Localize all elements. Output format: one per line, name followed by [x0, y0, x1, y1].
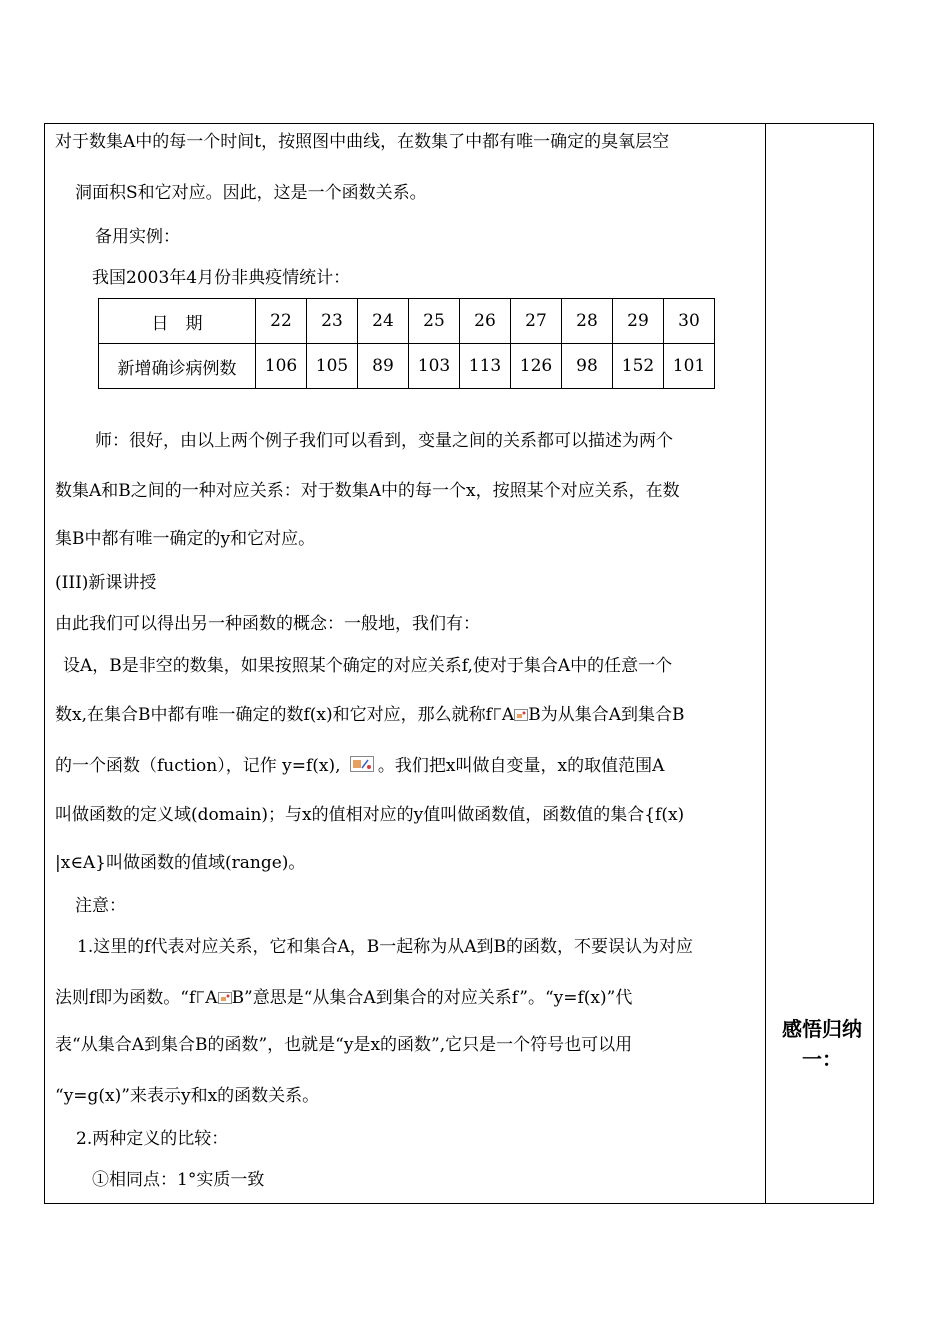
- text-line: 由此我们可以得出另一种函数的概念：一般地，我们有：: [55, 614, 480, 634]
- date-cell: 28: [562, 299, 613, 344]
- text-line: (III)新课讲授: [55, 573, 157, 593]
- text-line: 数集A和B之间的一种对应关系：对于数集A中的每一个x，按照某个对应关系，在数: [55, 481, 680, 501]
- date-cell: 29: [613, 299, 664, 344]
- cases-cell: 103: [409, 344, 460, 389]
- sars-stats-table: [98, 298, 715, 389]
- text-line: 设A，B是非空的数集，如果按照某个确定的对应关系f,使对于集合A中的任意一个: [63, 656, 673, 676]
- text-span: A: [205, 988, 218, 1008]
- column-divider: [765, 124, 766, 1203]
- cases-cell: 152: [613, 344, 664, 389]
- cases-cell: 126: [511, 344, 562, 389]
- text-span: A: [501, 705, 515, 725]
- arrow-image-icon: [492, 706, 502, 726]
- text-line: 备用实例：: [95, 227, 180, 247]
- cases-cell: 89: [358, 344, 409, 389]
- table-row: [99, 299, 715, 344]
- text-line: 师：很好，由以上两个例子我们可以看到，变量之间的关系都可以描述为两个: [95, 431, 673, 451]
- table-row: [99, 344, 715, 389]
- text-line: 注意：: [75, 896, 126, 916]
- text-line: 我国2003年4月份非典疫情统计：: [92, 268, 351, 288]
- text-span: B为从集合A到集合B: [528, 705, 685, 725]
- date-cell: 30: [664, 299, 715, 344]
- lesson-frame: [44, 123, 874, 1204]
- text-span: 的一个函数（fuction），记作 y=f(x),: [55, 756, 346, 776]
- text-span: B”意思是“从集合A到集合的对应关系f”。“y=f(x)”代: [231, 988, 633, 1008]
- text-span: 法则f即为函数。“f: [55, 988, 196, 1008]
- text-line: 1.这里的f代表对应关系，它和集合A，B一起称为从A到B的函数，不要误认为对应: [77, 937, 694, 957]
- cases-cell: 106: [256, 344, 307, 389]
- text-line: [55, 751, 664, 777]
- broken-image-icon: [350, 756, 374, 777]
- date-cell: 26: [460, 299, 511, 344]
- text-line: 对于数集A中的每一个时间t，按照图中曲线，在数集了中都有唯一确定的臭氧层空: [55, 132, 670, 152]
- date-cell: 22: [256, 299, 307, 344]
- date-cell: 25: [409, 299, 460, 344]
- arrow-image-icon: [195, 989, 205, 1009]
- cases-cell: 98: [562, 344, 613, 389]
- cases-cell: 105: [307, 344, 358, 389]
- text-span: 。我们把x叫做自变量，x的取值范围A: [377, 756, 665, 776]
- text-line: 叫做函数的定义域(domain)；与x的值相对应的y值叫做函数值，函数值的集合{f(x): [55, 805, 685, 825]
- broken-image-icon: [218, 989, 232, 1009]
- text-line: [55, 700, 684, 726]
- text-line: 2.两种定义的比较：: [76, 1129, 229, 1149]
- reflection-title: 感悟归纳: [782, 1017, 862, 1041]
- cases-cell: 113: [460, 344, 511, 389]
- date-cell: 27: [511, 299, 562, 344]
- text-line: [55, 983, 632, 1009]
- broken-image-icon: [514, 706, 528, 726]
- reflection-column: [773, 1014, 871, 1074]
- text-span: 数x,在集合B中都有唯一确定的数f(x)和它对应，那么就称f: [55, 705, 492, 725]
- text-line: |x∈A}叫做函数的值域(range)。: [55, 853, 306, 873]
- cases-cell: 101: [664, 344, 715, 389]
- text-line: 洞面积S和它对应。因此，这是一个函数关系。: [75, 183, 427, 203]
- text-line: 表“从集合A到集合B的函数”，也就是“y是x的函数”,它只是一个符号也可以用: [55, 1035, 633, 1055]
- text-line: 集B中都有唯一确定的y和它对应。: [55, 529, 316, 549]
- date-cell: 24: [358, 299, 409, 344]
- date-cell: 23: [307, 299, 358, 344]
- date-header: 日 期: [99, 299, 256, 344]
- text-line: “y=g(x)”来表示y和x的函数关系。: [55, 1086, 320, 1106]
- reflection-title-cont: 一：: [802, 1047, 842, 1071]
- text-line: ①相同点：1°实质一致: [92, 1170, 265, 1190]
- cases-header: 新增确诊病例数: [99, 344, 256, 389]
